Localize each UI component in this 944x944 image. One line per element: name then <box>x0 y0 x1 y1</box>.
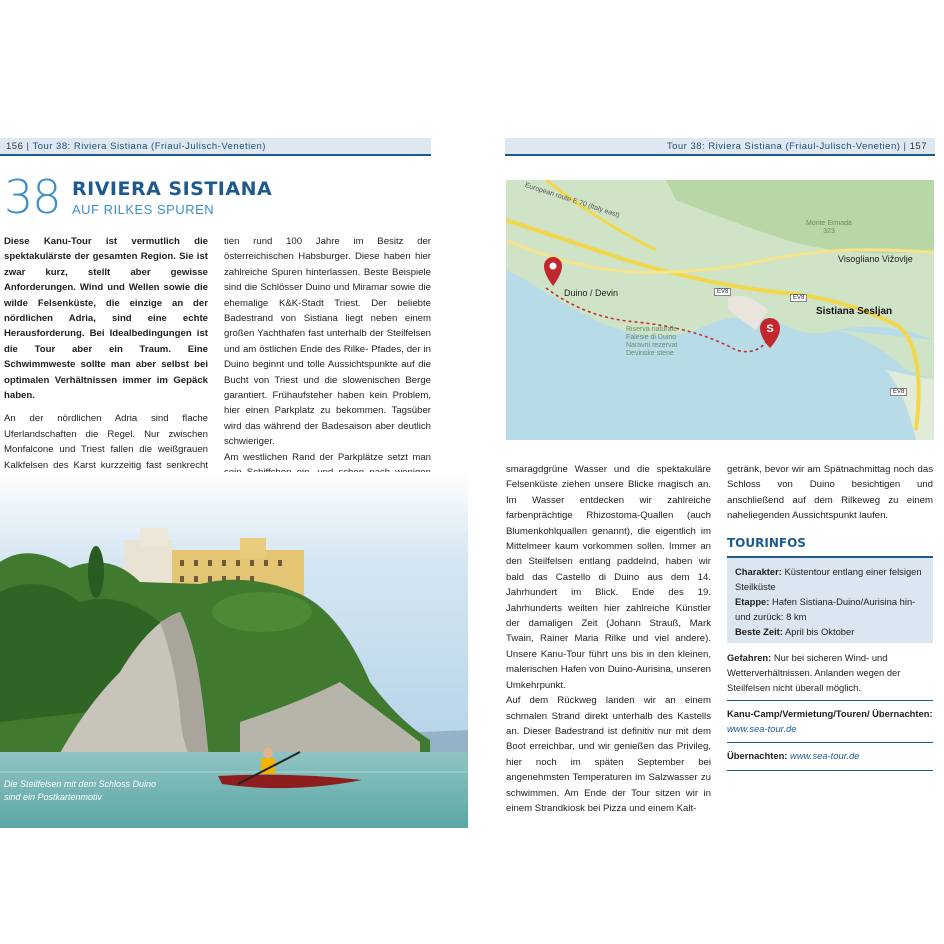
charakter-value: Küstentour entlang einer felsigen Steilküste <box>735 566 922 592</box>
gefahren-label: Gefahren: <box>727 652 772 663</box>
etappe-label: Etappe: <box>735 596 770 607</box>
camp-link[interactable]: www.sea-tour.de <box>727 723 797 734</box>
body-paragraph: tien rund 100 Jahre im Besitz der österreichischen Habsburger. Diese haben hier zahlreiche Spuren hinterlassen. Beste Beispiele sind die Schlösser Duino und Miramar sowie die ehemalige K&K-Stadt Triest. Der beliebte Badestrand von Sistiana liegt neben einem großen Yachthafen fast unterhalb der Steilfelsen und am östlichen Ende des Rilke- Pfades, der in Duino beginnt und tolle Aussichtspunkte auf die Bucht von Triest und die slowenischen Berge garantiert. Frühaufsteher haben kein Problem, hier einen Parkplatz zu bekommen. Tagsüber wird das während der Badesaison aber deutlich schwieriger. <box>224 236 431 448</box>
tourinfos-box <box>727 556 933 643</box>
map-label-duino: Duino / Devin <box>564 288 619 298</box>
map-road-label: European route E 70 (Italy east) <box>523 182 621 220</box>
castle-photo <box>0 472 468 828</box>
map-road-sign: EV8 <box>714 288 731 296</box>
left-page-number: 156 <box>6 141 24 152</box>
photo-caption-line-2: sind ein Postkartenmotiv <box>4 792 103 802</box>
zeit-value: April bis Oktober <box>785 626 855 637</box>
map-road-sign: EV8 <box>890 388 907 396</box>
column-4 <box>727 462 933 532</box>
castle-illustration <box>0 472 468 828</box>
etappe-value: Hafen Sistiana-Duino/Aurisina hin- und zurück: 8 km <box>735 596 916 622</box>
divider <box>727 742 933 743</box>
photo-caption-line-1: Die Steilfelsen mit dem Schloss Duino <box>4 779 157 789</box>
body-paragraph: An der nördlichen Adria sind flache Uferlandschaften die Regel. Nur zwischen Monfalcone und Triest fallen die weißgrauen Kalkfelsen des Karst kurzzeitig fast senkrecht <box>4 413 208 471</box>
divider <box>727 700 933 701</box>
sistiana-marker-label: S <box>766 323 774 335</box>
tour-subtitle: AUF RILKES SPUREN <box>72 202 215 217</box>
body-paragraph: Am westlichen Rand der Parkplätze setzt man <box>224 451 431 463</box>
route-map <box>506 180 934 440</box>
divider <box>727 770 933 771</box>
tour-number: 38 <box>4 170 61 224</box>
camp-block <box>727 706 933 736</box>
zeit-label: Beste Zeit: <box>735 626 783 637</box>
left-header-title: Tour 38: Riviera Sistiana (Friaul-Julisch-Venetien) <box>32 141 266 152</box>
uebernachten-link[interactable]: www.sea-tour.de <box>790 750 860 761</box>
right-header-title: Tour 38: Riviera Sistiana (Friaul-Julisch-Venetien) <box>666 141 901 152</box>
camp-label: Kanu-Camp/Vermietung/Touren/ Übernachten: <box>727 708 933 719</box>
right-page-number: 157 <box>909 141 927 152</box>
tourinfos-heading: TOURINFOS <box>727 536 806 550</box>
intro-paragraph: Diese Kanu-Tour ist vermutlich die spektakulärste der gesamten Region. Sie ist zwar kurz, stellt aber gewisse Anforderungen. Wind und Wellen sowie die wilde Felsenküste, die einzige an der nördlichen Adria, sind eine echte Herausforderung. Bei Idealbedingungen ist die Tour aber ein Traum. Eine Schwimmweste sollte man aber selbst bei optimalen Verhältnissen immer im Gepäck haben. <box>4 236 208 402</box>
right-running-header: Tour 38: Riviera Sistiana (Friaul-Julisch-Venetien) | 157 <box>505 138 935 156</box>
column-3 <box>506 462 711 824</box>
uebernachten-block <box>727 748 933 763</box>
charakter-label: Charakter: <box>735 566 782 577</box>
photo-caption <box>4 778 156 804</box>
map-label-monte: Monte Ermada 323 <box>806 220 852 235</box>
map-label-sistiana: Sistiana Sesljan <box>816 306 893 317</box>
map-road-sign: EV8 <box>790 294 807 302</box>
gefahren-block <box>727 650 933 695</box>
map-label-reserve: Riserva naturale Falesie di Duino Naravni rezervat Devinske stene <box>626 326 678 357</box>
tour-title: RIVIERA SISTIANA <box>72 178 273 200</box>
uebernachten-label: Übernachten: <box>727 750 788 761</box>
body-paragraph: Auf dem Rückweg landen wir an einem schmalen Strand direkt unterhalb des Kastells an. Dieser Badestrand ist definitiv nur mit dem Boot erreichbar, und wir genießen das Privileg, hier noch im späten September bei angenehmsten Temperaturen im Salzwasser zu schwimmen. Am Ende der Tour sitzen wir in einem Strandkiosk bei Pizza und einem Kalt- <box>506 695 711 814</box>
map-label-viscogliano: Visogliano Vižovlje <box>838 254 913 264</box>
gefahren-value: Nur bei sicheren Wind- und Wetterverhältnissen. Anlanden wegen der Steilfelsen nicht überall möglich. <box>727 652 901 693</box>
body-paragraph: smaragdgrüne Wasser und die spektakuläre Felsenküste ziehen unsere Blicke magisch an. Im Wasser entdecken wir zahlreiche farbenprächtige Rhizostoma-Quallen (auch Blumenkohlquallen genannt), die eigentlich im Mittelmeer kaum vorkommen sollen. Immer an den Steilfelsen entlang paddelnd, haben wir bald das Castello di Duino aus dem 14. Jahrhundert im Blick. Ende des 19. Jahrhunderts weilten hier zahlreiche Künstler der damaligen Zeit (Johann Strauß, Mark Twain, Rainer Maria Rilke und viel andere). Unsere Kanu-Tour führt uns bis in den kleinen, malerischen Hafen von Duino-Aurisina, unseren Umkehrpunkt. <box>506 464 711 691</box>
left-running-header: 156 | Tour 38: Riviera Sistiana (Friaul-Julisch-Venetien) <box>0 138 431 156</box>
body-paragraph: getränk, bevor wir am Spätnachmittag noch das Schloss von Duino besichtigen und anschließend auf dem Rilkeweg zu einem naheliegenden Aussichtspunkt laufen. <box>727 464 933 522</box>
